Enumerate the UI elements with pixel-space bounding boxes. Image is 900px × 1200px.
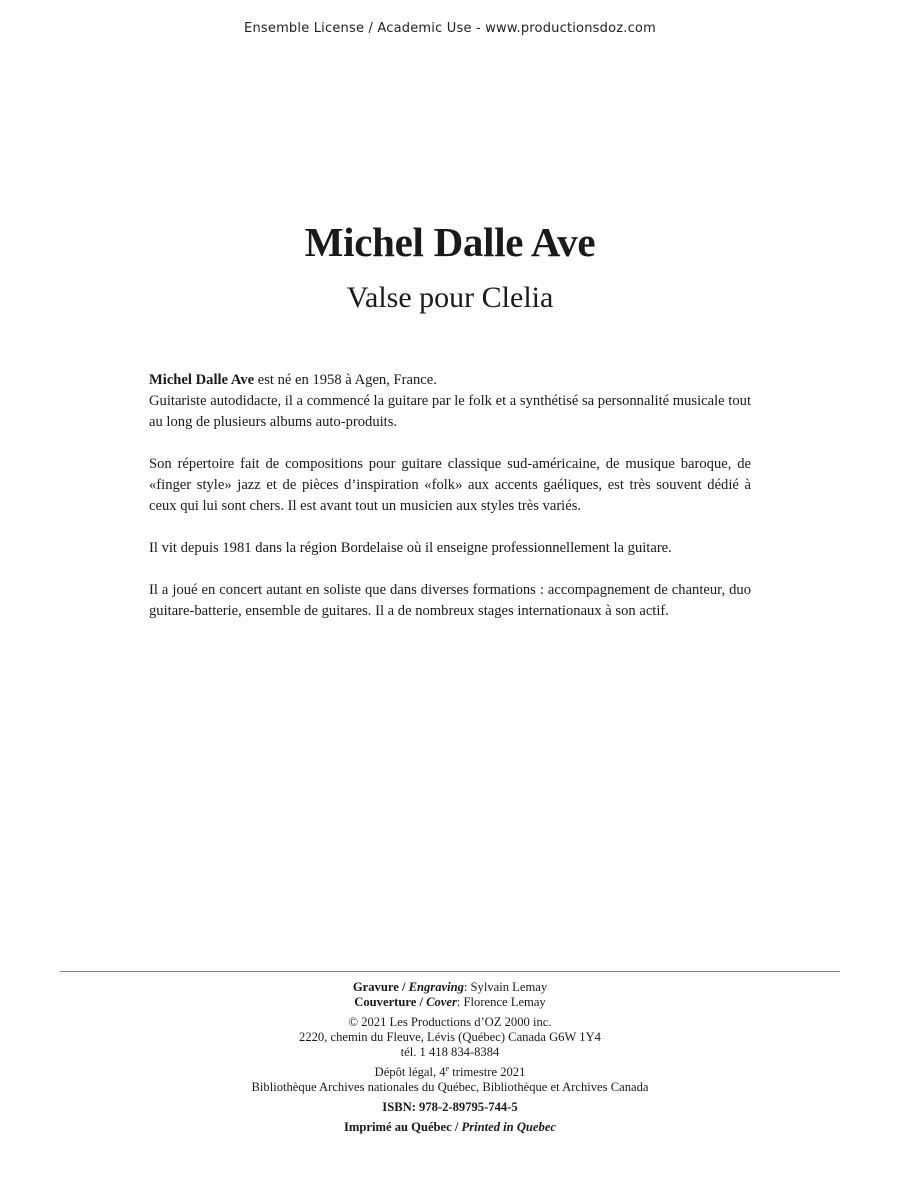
footer-divider [60,971,840,972]
cover-label: Couverture / [354,995,427,1009]
bio-paragraph-4: Il a joué en concert autant en soliste que dans diverses formations : accompagnement de chanteur, duo guitare-batterie, ensemble de guitares. Il a de nombreux stages internationaux à son actif. [149,582,751,619]
bio-paragraph-1 [149,370,751,433]
engraving-label-en: Engraving [408,980,464,994]
engraving-name: : Sylvain Lemay [463,980,548,994]
legal-deposit-line [0,1065,900,1080]
legal-sup: e [445,1063,450,1073]
piece-subtitle: Valse pour Clelia [346,281,554,314]
cover-label-en: Cover [426,995,457,1009]
isbn-line: ISBN: 978-2-89795-744-5 [382,1100,518,1114]
credits-roles [0,980,900,1010]
address-line: 2220, chemin du Fleuve, Lévis (Québec) Canada G6W 1Y4 [299,1030,601,1044]
composer-title: Michel Dalle Ave [304,219,596,265]
biography [149,370,751,643]
cover-name: : Florence Lemay [456,995,546,1009]
printed-label-en: Printed in Quebec [461,1120,556,1134]
libraries-line: Bibliothèque Archives nationales du Québec, Bibliothèque et Archives Canada [251,1080,649,1094]
copyright-line: © 2021 Les Productions d’OZ 2000 inc. [348,1015,552,1029]
printed-line [0,1120,900,1135]
engraving-label: Gravure / [352,980,409,994]
printed-label-fr: Imprimé au Québec / [344,1120,462,1134]
phone-line: tél. 1 418 834-8384 [400,1045,500,1059]
bio-intro-text: Guitariste autodidacte, il a commencé la guitare par le folk et a synthétisé sa personnalité musicale tout au long de plusieurs albums auto-produits. [149,393,751,430]
isbn-block [0,1100,900,1115]
engraving-credit [0,980,900,995]
bio-paragraph-2: Son répertoire fait de compositions pour guitare classique sud-américaine, de musique baroque, de «finger style» jazz et de pièces d’inspiration «folk» aux accents gaéliques, est très souvent dédié à ceux qui lui sont chers. Il est avant tout un musicien aux styles très variés. [149,456,751,514]
bio-paragraph-3: Il vit depuis 1981 dans la région Bordelaise où il enseigne professionnellement la guitare. [149,540,672,556]
license-header: Ensemble License / Academic Use - www.productionsdoz.com [244,21,656,36]
legal-deposit [0,1065,900,1095]
bio-composer-name: Michel Dalle Ave [149,372,255,388]
publisher-info [0,1015,900,1060]
cover-credit [0,995,900,1010]
legal-prefix: Dépôt légal, 4 [374,1065,446,1079]
bio-birth-text: est né en 1958 à Agen, France. [254,372,437,388]
printed-block [0,1120,900,1135]
credits-block [0,980,900,1140]
legal-suffix: trimestre 2021 [449,1065,526,1079]
